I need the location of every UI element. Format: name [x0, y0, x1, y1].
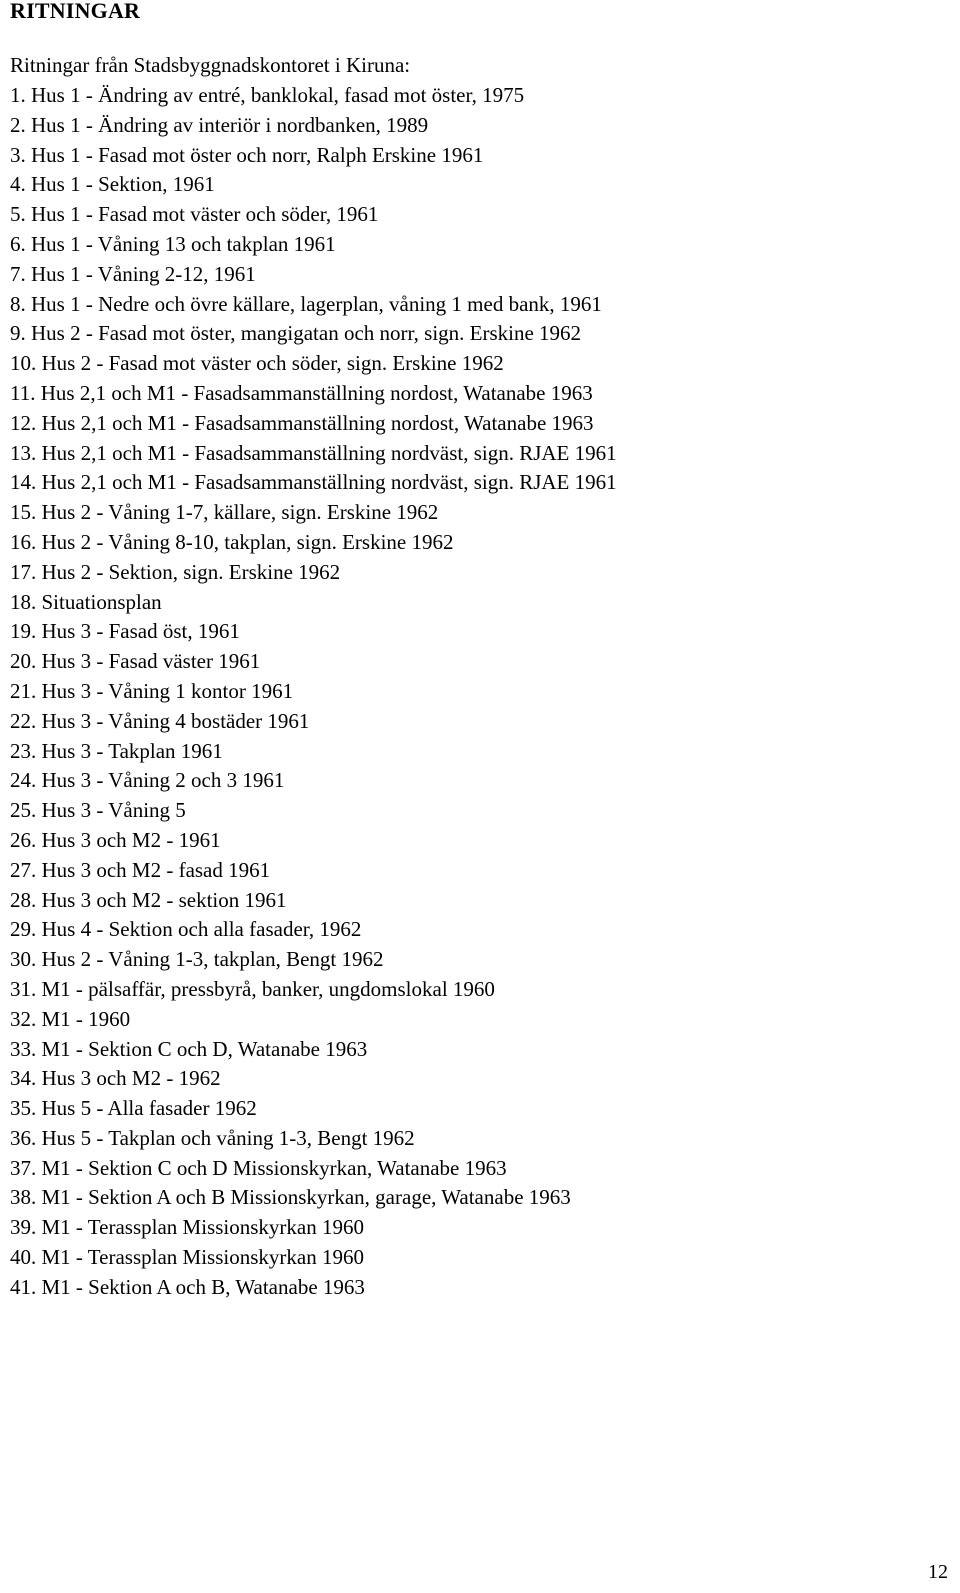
- list-item-text: Hus 2 - Våning 1-3, takplan, Bengt 1962: [41, 947, 384, 972]
- list-item-number: 26.: [10, 827, 37, 852]
- list-item-number: 6.: [10, 231, 26, 256]
- list-item-text: M1 - Sektion C och D Missionskyrkan, Watanabe 1963: [41, 1155, 507, 1180]
- list-item-number: 18.: [10, 589, 37, 614]
- list-item-number: 21.: [10, 678, 37, 703]
- list-item: [10, 290, 930, 320]
- list-item: [10, 81, 930, 111]
- intro-text: Ritningar från Stadsbyggnadskontoret i Kiruna:: [10, 53, 411, 77]
- list-item-number: 10.: [10, 351, 37, 376]
- page-heading: RITNINGAR: [10, 0, 141, 23]
- list-item: [10, 766, 930, 796]
- list-item-text: Hus 2 - Våning 8-10, takplan, sign. Erskine 1962: [41, 529, 454, 554]
- list-item-text: Hus 3 och M2 - 1962: [41, 1066, 221, 1091]
- list-item-number: 25.: [10, 798, 37, 823]
- list-item-number: 14.: [10, 470, 37, 495]
- list-item-number: 16.: [10, 529, 37, 554]
- list-item: [10, 200, 930, 230]
- list-item: [10, 1005, 930, 1035]
- list-item-number: 11.: [10, 380, 36, 405]
- list-item-text: Hus 2,1 och M1 - Fasadsammanställning nordväst, sign. RJAE 1961: [41, 470, 617, 495]
- drawing-list: [10, 81, 930, 1303]
- list-item: [10, 379, 930, 409]
- list-item-text: M1 - Sektion C och D, Watanabe 1963: [41, 1036, 368, 1061]
- list-item: [10, 1064, 930, 1094]
- list-item: [10, 915, 930, 945]
- list-item-text: Hus 3 - Våning 1 kontor 1961: [41, 678, 294, 703]
- list-item-number: 13.: [10, 440, 37, 465]
- list-item: [10, 1124, 930, 1154]
- list-item-number: 40.: [10, 1245, 37, 1270]
- list-item-text: Hus 3 och M2 - sektion 1961: [41, 887, 287, 912]
- list-item-text: Hus 1 - Fasad mot öster och norr, Ralph Erskine 1961: [31, 142, 484, 167]
- list-item-number: 30.: [10, 947, 37, 972]
- list-item: [10, 558, 930, 588]
- list-item: [10, 826, 930, 856]
- list-item-number: 38.: [10, 1185, 37, 1210]
- list-item-text: Hus 1 - Ändring av entré, banklokal, fasad mot öster, 1975: [31, 83, 525, 107]
- list-item-number: 35.: [10, 1096, 37, 1121]
- list-item: [10, 439, 930, 469]
- list-item-text: Hus 2 - Fasad mot väster och söder, sign. Erskine 1962: [41, 351, 504, 376]
- list-item: [10, 1243, 930, 1273]
- list-item-number: 4.: [10, 172, 26, 197]
- list-item-number: 34.: [10, 1066, 37, 1091]
- list-item-text: Hus 3 och M2 - fasad 1961: [41, 857, 271, 882]
- list-item: [10, 886, 930, 916]
- list-item-text: Hus 5 - Alla fasader 1962: [41, 1096, 257, 1121]
- list-item: [10, 975, 930, 1005]
- list-item-number: 23.: [10, 738, 37, 763]
- list-item: [10, 260, 930, 290]
- list-item-number: 17.: [10, 559, 37, 584]
- list-item-text: Hus 2,1 och M1 - Fasadsammanställning nordost, Watanabe 1963: [41, 410, 594, 435]
- list-item: [10, 230, 930, 260]
- list-item-text: Hus 3 - Fasad öst, 1961: [41, 619, 240, 644]
- list-item-number: 9.: [10, 321, 26, 346]
- list-item: [10, 319, 930, 349]
- list-item-number: 20.: [10, 649, 37, 674]
- list-item: [10, 528, 930, 558]
- list-item-text: Hus 1 - Fasad mot väster och söder, 1961: [31, 202, 379, 227]
- list-item-number: 19.: [10, 619, 37, 644]
- list-item: [10, 737, 930, 767]
- list-item-text: Hus 2 - Våning 1-7, källare, sign. Erskine 1962: [41, 500, 439, 525]
- list-item-text: Hus 2,1 och M1 - Fasadsammanställning nordost, Watanabe 1963: [40, 380, 593, 405]
- list-item-text: Hus 5 - Takplan och våning 1-3, Bengt 1962: [41, 1125, 415, 1150]
- list-item-text: M1 - Sektion A och B Missionskyrkan, garage, Watanabe 1963: [41, 1185, 571, 1210]
- list-item: [10, 409, 930, 439]
- list-item-number: 5.: [10, 202, 26, 227]
- list-item-number: 31.: [10, 976, 37, 1001]
- list-item-text: Hus 3 - Takplan 1961: [41, 738, 223, 763]
- list-item-text: Hus 4 - Sektion och alla fasader, 1962: [41, 917, 362, 942]
- list-item-text: Hus 2 - Sektion, sign. Erskine 1962: [41, 559, 341, 584]
- list-item-text: Hus 3 - Våning 2 och 3 1961: [41, 768, 285, 793]
- list-item-number: 22.: [10, 708, 37, 733]
- list-item: [10, 588, 930, 618]
- list-item-text: M1 - Sektion A och B, Watanabe 1963: [41, 1274, 365, 1299]
- list-item-number: 27.: [10, 857, 37, 882]
- list-item-text: M1 - 1960: [41, 1006, 131, 1031]
- list-item-number: 7.: [10, 261, 26, 286]
- list-item: [10, 468, 930, 498]
- list-item-number: 36.: [10, 1125, 37, 1150]
- list-item-text: Hus 3 och M2 - 1961: [41, 827, 221, 852]
- list-item-number: 37.: [10, 1155, 37, 1180]
- list-item-text: Hus 1 - Sektion, 1961: [31, 172, 215, 197]
- list-item-number: 41.: [10, 1274, 37, 1299]
- list-item-text: Hus 2 - Fasad mot öster, mangigatan och norr, sign. Erskine 1962: [31, 321, 582, 346]
- list-item: [10, 1183, 930, 1213]
- list-item-text: Hus 1 - Våning 2-12, 1961: [31, 261, 256, 286]
- list-item: [10, 796, 930, 826]
- list-item: [10, 349, 930, 379]
- list-item: [10, 141, 930, 171]
- list-item-text: Hus 3 - Fasad väster 1961: [41, 649, 261, 674]
- list-item-text: Situationsplan: [41, 589, 162, 614]
- page-number: 12: [928, 1561, 948, 1583]
- list-item-number: 8.: [10, 291, 26, 316]
- list-item-text: Hus 3 - Våning 5: [41, 798, 186, 823]
- list-item: [10, 1094, 930, 1124]
- list-item-number: 15.: [10, 500, 37, 525]
- list-item-text: M1 - Terassplan Missionskyrkan 1960: [41, 1245, 364, 1270]
- list-item-number: 2.: [10, 112, 26, 137]
- list-item-text: M1 - Terassplan Missionskyrkan 1960: [41, 1215, 364, 1240]
- list-item: [10, 677, 930, 707]
- list-item: [10, 111, 930, 141]
- list-item: [10, 170, 930, 200]
- list-item: [10, 647, 930, 677]
- list-item-number: 3.: [10, 142, 26, 167]
- list-item: [10, 498, 930, 528]
- list-item-number: 32.: [10, 1006, 37, 1031]
- list-item: [10, 707, 930, 737]
- list-item: [10, 1154, 930, 1184]
- list-item-text: Hus 3 - Våning 4 bostäder 1961: [41, 708, 310, 733]
- list-item: [10, 1213, 930, 1243]
- list-item-number: 28.: [10, 887, 37, 912]
- list-item: [10, 617, 930, 647]
- list-item-text: M1 - pälsaffär, pressbyrå, banker, ungdomslokal 1960: [41, 976, 495, 1001]
- list-item-number: 29.: [10, 917, 37, 942]
- list-item: [10, 1035, 930, 1065]
- list-item-number: 1.: [10, 83, 26, 107]
- list-item-number: 24.: [10, 768, 37, 793]
- list-item-number: 39.: [10, 1215, 37, 1240]
- list-item-number: 33.: [10, 1036, 37, 1061]
- list-item: [10, 856, 930, 886]
- list-item-text: Hus 1 - Våning 13 och takplan 1961: [31, 231, 336, 256]
- list-item-text: Hus 1 - Nedre och övre källare, lagerplan, våning 1 med bank, 1961: [31, 291, 602, 316]
- list-item-text: Hus 2,1 och M1 - Fasadsammanställning nordväst, sign. RJAE 1961: [41, 440, 617, 465]
- list-item: [10, 1273, 930, 1303]
- list-item: [10, 945, 930, 975]
- list-item-number: 12.: [10, 410, 37, 435]
- list-item-text: Hus 1 - Ändring av interiör i nordbanken, 1989: [31, 112, 429, 137]
